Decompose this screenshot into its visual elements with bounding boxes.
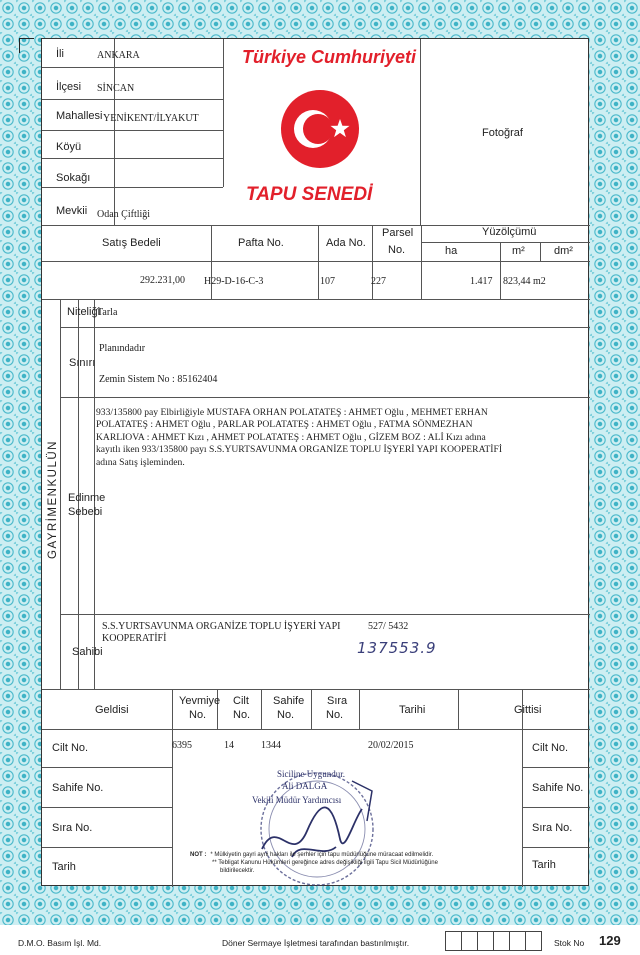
footer-printed-by: Döner Sermaye İşletmesi tarafından bastırılmıştır. xyxy=(222,938,410,948)
niteligi-label: Niteliği xyxy=(67,306,101,318)
niteligi-value: Tarla xyxy=(97,307,118,318)
right-tarih-label: Tarih xyxy=(532,859,556,871)
ha-label: ha xyxy=(445,245,458,257)
il-value: ANKARA xyxy=(97,50,140,61)
ha-value: 1.417 xyxy=(470,276,493,287)
ilce-value: SİNCAN xyxy=(97,83,135,94)
m2-value: 823,44 m2 xyxy=(503,276,546,287)
siniri-line-2: Zemin Sistem No : 85162404 xyxy=(99,374,218,385)
gittisi-label: Gittisi xyxy=(514,704,542,716)
ilce-label: İlçesi xyxy=(56,81,82,93)
yevmiye-value: 6395 xyxy=(172,740,192,751)
satis-bedeli-value: 292.231,00 xyxy=(140,275,185,286)
sahibi-line-1: S.S.YURTSAVUNMA ORGANİZE TOPLU İŞYERİ YAPI xyxy=(102,621,341,632)
yuzolcumu-label: Yüzölçümü xyxy=(482,226,537,238)
tarih-value: 20/02/2015 xyxy=(368,740,414,751)
not-block xyxy=(190,851,438,875)
mahalle-value: YENİKENT/İLYAKUT xyxy=(103,113,199,124)
right-sahife-no-label: Sahife No. xyxy=(532,782,584,794)
siniri-label: Sınırı xyxy=(69,357,96,369)
not-label: NOT : xyxy=(190,852,207,858)
sahibi-label: Sahibi xyxy=(72,646,103,658)
handwritten-note: 137553.9 xyxy=(357,639,437,657)
title-turkiye-cumhuriyeti: Türkiye Cumhuriyeti xyxy=(242,47,417,67)
yevmiye-label: Yevmiye xyxy=(179,695,221,707)
yevmiye-no-label: No. xyxy=(189,709,207,721)
mahalle-label: Mahallesi xyxy=(56,110,103,122)
sokak-label: Sokağı xyxy=(56,172,91,184)
sahibi-line-2: KOOPERATİFİ xyxy=(102,633,167,644)
left-sahife-no-label: Sahife No. xyxy=(52,782,104,794)
right-sira-no-label: Sıra No. xyxy=(532,822,573,834)
gayrimenkul-left-divider xyxy=(60,299,61,689)
sebebi-label: Sebebi xyxy=(68,506,103,518)
parsel-no-label: No. xyxy=(388,244,406,256)
stamp-line-3: Vekili Müdür Yardımcısı xyxy=(252,795,342,805)
not-line-3: bildirilecektir. xyxy=(220,868,255,874)
sahibi-share: 527/ 5432 xyxy=(368,621,409,632)
cilt-no-label: No. xyxy=(233,709,251,721)
stamp-line-2: Ali DALGA xyxy=(282,781,328,791)
edinme-line: KARLIOVA : AHMET Kızı , AHMET POLATATEŞ : AHMET Oğlu , GİZEM BOZ : ALİ Kızı adına xyxy=(96,431,486,443)
corner-mark xyxy=(19,38,34,53)
siniri-line-1: Planındadır xyxy=(99,343,146,354)
stok-no-value: 129 xyxy=(599,933,621,948)
not-line-1: * Mülkiyetin gayri ayni hakları ile şerhler için tapu müdürlüğüne müracaat edilmelidir. xyxy=(210,852,434,858)
edinme-line: kayıtlı iken 933/135800 payı S.S.YURTSAVUNMA ORGANİZE TOPLU İŞYERİ YAPI KOOPERATİFİ xyxy=(96,444,503,456)
header-col-divider xyxy=(223,39,224,187)
sira-label: Sıra xyxy=(327,695,348,707)
pafta-no-label: Pafta No. xyxy=(238,237,284,249)
edinme-label: Edinme xyxy=(68,492,106,504)
left-sira-no-label: Sıra No. xyxy=(52,822,93,834)
cilt-value: 14 xyxy=(224,740,234,751)
left-cilt-no-label: Cilt No. xyxy=(52,742,89,754)
il-label: İli xyxy=(56,48,64,60)
satis-bedeli-label: Satış Bedeli xyxy=(102,237,161,249)
sahife-label: Sahife xyxy=(273,695,305,707)
photo-col-divider xyxy=(420,39,421,225)
serial-boxes xyxy=(445,931,542,951)
m2-label: m² xyxy=(512,245,525,257)
photo-label: Fotoğraf xyxy=(482,127,523,139)
edinme-line: adına Satış işleminden. xyxy=(96,456,185,468)
turkish-flag-emblem xyxy=(280,89,360,169)
tapu-senedi-document xyxy=(41,38,589,886)
stok-no-label: Stok No xyxy=(554,938,585,948)
ada-no-value: 107 xyxy=(320,276,335,287)
ada-no-label: Ada No. xyxy=(326,237,366,249)
cilt-label: Cilt xyxy=(233,695,249,707)
not-line-2: ** Tebligat Kanunu Hükümleri gereğince adres değişikliği ilgili Tapu Sicil Müdürlüğüne xyxy=(212,860,438,866)
edinme-line: POLATATEŞ : AHMET Oğlu , PARLAR POLATATEŞ : AHMET Oğlu , FATMA SÖNMEZHAN xyxy=(96,419,473,431)
edinme-sebebi-text xyxy=(96,407,586,469)
parsel-no-value: 227 xyxy=(371,276,386,287)
pafta-no-value: H29-D-16-C-3 xyxy=(204,276,264,287)
title-tapu-senedi: TAPU SENEDİ xyxy=(246,184,373,205)
mevki-value: Odan Çiftliği xyxy=(97,209,151,220)
footer-printer: D.M.O. Basım İşl. Md. xyxy=(18,938,102,948)
gayrimenkulun-vertical-label: GAYRİMENKULÜN xyxy=(47,440,59,559)
mevki-label: Mevkii xyxy=(56,205,88,217)
sira-no-label: No. xyxy=(326,709,344,721)
right-cilt-no-label: Cilt No. xyxy=(532,742,569,754)
parsel-label: Parsel xyxy=(382,227,414,239)
dm2-label: dm² xyxy=(554,245,573,257)
tarihi-label: Tarihi xyxy=(399,704,426,716)
sahife-no-label: No. xyxy=(277,709,295,721)
stamp-line-1: Siciline Uygundur. xyxy=(277,769,345,779)
sahife-value: 1344 xyxy=(261,740,281,751)
left-tarih-label: Tarih xyxy=(52,861,76,873)
edinme-line: 933/135800 pay Elbirliğiyle MUSTAFA ORHAN POLATATEŞ : AHMET Oğlu , MEHMET ERHAN xyxy=(96,407,488,418)
geldisi-label: Geldisi xyxy=(95,704,129,716)
koy-label: Köyü xyxy=(56,141,82,153)
